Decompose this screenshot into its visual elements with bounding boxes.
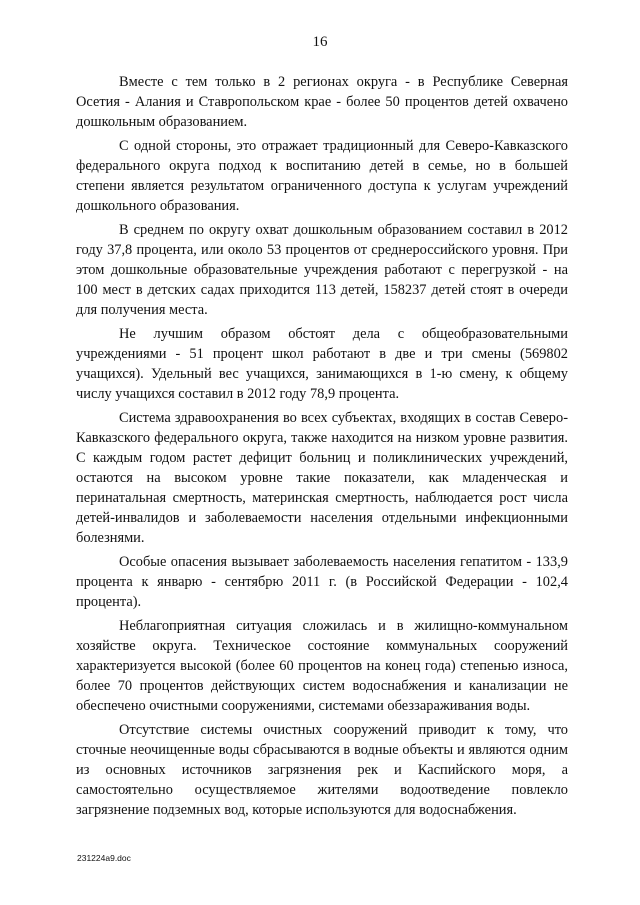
paragraph: Не лучшим образом обстоят дела с общеобразовательными учреждениями - 51 процент школ работают в две и три смены (569802 учащихся). Удельный вес учащихся, занимающихся в 1-ю смену, к общему числу учащихся составил в 2012 году 78,9 процента.: [76, 326, 568, 402]
paragraph: Система здравоохранения во всех субъектах, входящих в состав Северо-Кавказского федерального округа, также находится на низком уровне развития. С каждым годом растет дефицит больниц и поликлинических учреждений, остаются на высоком уровне такие показатели, как младенческая и перинатальная смертность, материнская смертность, наблюдается рост числа детей-инвалидов и заболеваемости населения отдельными инфекционными болезнями.: [76, 410, 568, 546]
footer-filename: 231224a9.doc: [77, 853, 131, 863]
paragraph: Неблагоприятная ситуация сложилась и в жилищно-коммунальном хозяйстве округа. Техническое состояние коммунальных сооружений характеризуется высокой (более 60 процентов на конец года) степенью износа, более 70 процентов действующих систем водоснабжения и канализации не обеспечено очистными сооружениями, системами обеззараживания воды.: [76, 618, 568, 714]
paragraph: С одной стороны, это отражает традиционный для Северо-Кавказского федерального округа подход к воспитанию детей в семье, но в большей степени является результатом ограниченного доступа к услугам учреждений дошкольного образования.: [76, 138, 568, 214]
paragraph: В среднем по округу охват дошкольным образованием составил в 2012 году 37,8 процента, или около 53 процентов от среднероссийского уровня. При этом дошкольные образовательные учреждения работают с перегрузкой - на 100 мест в детских садах приходится 113 детей, 158237 детей стоят в очереди для получения места.: [76, 222, 568, 318]
paragraph: Вместе с тем только в 2 регионах округа - в Республике Северная Осетия - Алания и Ставропольском крае - более 50 процентов детей охвачено дошкольным образованием.: [76, 74, 568, 130]
document-body: [76, 72, 568, 824]
paragraph: Отсутствие системы очистных сооружений приводит к тому, что сточные неочищенные воды сбрасываются в водные объекты и являются одним из основных источников загрязнения рек и Каспийского моря, а самостоятельно осуществляемое жителями водоотведение повлекло загрязнение подземных вод, которые используются для водоснабжения.: [76, 722, 568, 818]
page-number: 16: [312, 34, 328, 50]
paragraph: Особые опасения вызывает заболеваемость населения гепатитом - 133,9 процента к январю - сентябрю 2011 г. (в Российской Федерации - 102,4 процента).: [76, 554, 568, 610]
